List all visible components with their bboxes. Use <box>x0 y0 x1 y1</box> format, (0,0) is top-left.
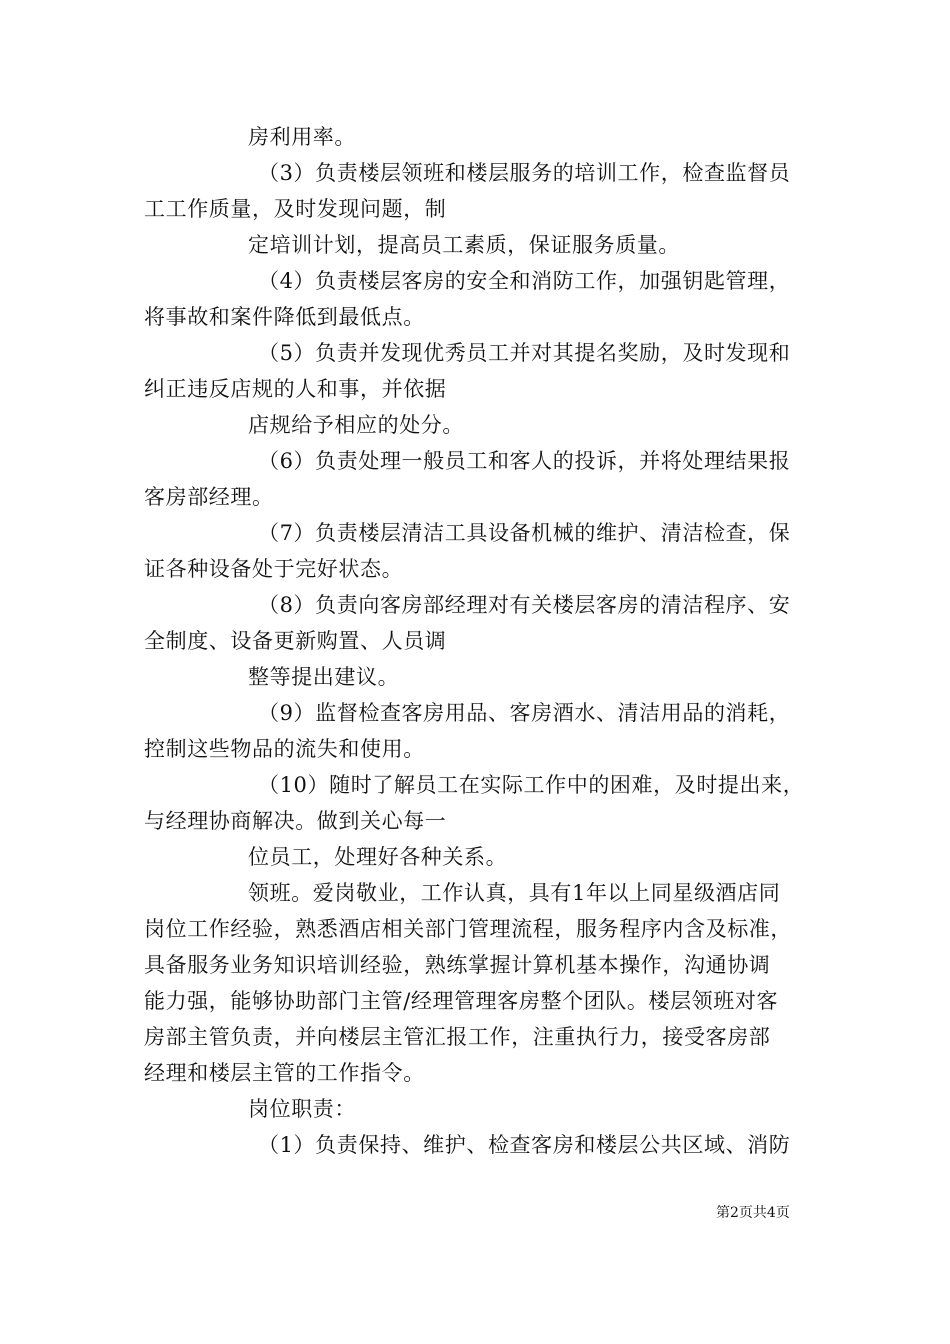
text-line: 与经理协商解决。做到关心每一 <box>144 809 447 833</box>
page-number-footer: 第2页共4页 <box>716 1205 790 1221</box>
text-line: 客房部经理。 <box>144 485 274 509</box>
text-line: 纠正违反店规的人和事，并依据 <box>144 377 447 401</box>
text-line: 将事故和案件降低到最低点。 <box>144 305 425 329</box>
text-line: （10）随时了解员工在实际工作中的困难，及时提出来， <box>258 773 805 797</box>
text-line: 岗位工作经验，熟悉酒店相关部门管理流程，服务程序内含及标准， <box>144 917 792 941</box>
text-line: 全制度、设备更新购置、人员调 <box>144 629 447 653</box>
text-line: 控制这些物品的流失和使用。 <box>144 737 425 761</box>
text-line: 岗位职责： <box>248 1097 356 1121</box>
text-line: （1）负责保持、维护、检查客房和楼层公共区域、消防 <box>258 1133 791 1157</box>
text-line: 店规给予相应的处分。 <box>248 413 464 437</box>
text-line: 工工作质量，及时发现问题，制 <box>144 197 447 221</box>
text-line: （4）负责楼层客房的安全和消防工作，加强钥匙管理， <box>258 269 791 293</box>
text-line: 经理和楼层主管的工作指令。 <box>144 1061 425 1085</box>
text-line: 房利用率。 <box>248 125 356 149</box>
text-line: （5）负责并发现优秀员工并对其提名奖励，及时发现和 <box>258 341 791 365</box>
text-line: 证各种设备处于完好状态。 <box>144 557 404 581</box>
text-line: （3）负责楼层领班和楼层服务的培训工作，检查监督员 <box>258 161 791 185</box>
text-line: 整等提出建议。 <box>248 665 400 689</box>
text-line: （7）负责楼层清洁工具设备机械的维护、清洁检查，保 <box>258 521 791 545</box>
text-line: （9）监督检查客房用品、客房酒水、清洁用品的消耗， <box>258 701 791 725</box>
text-line: 位员工，处理好各种关系。 <box>248 845 508 869</box>
text-line: （6）负责处理一般员工和客人的投诉，并将处理结果报 <box>258 449 791 473</box>
text-line: 领班。爱岗敬业，工作认真，具有1年以上同星级酒店同 <box>248 881 781 905</box>
text-line: 房部主管负责，并向楼层主管汇报工作，注重执行力，接受客房部 <box>144 1025 771 1049</box>
text-line: 定培训计划，提高员工素质，保证服务质量。 <box>248 233 680 257</box>
text-line: 具备服务业务知识培训经验，熟练掌握计算机基本操作，沟通协调 <box>144 953 771 977</box>
text-line: （8）负责向客房部经理对有关楼层客房的清洁程序、安 <box>258 593 791 617</box>
text-line: 能力强，能够协助部门主管/经理管理客房整个团队。楼层领班对客 <box>144 989 779 1013</box>
